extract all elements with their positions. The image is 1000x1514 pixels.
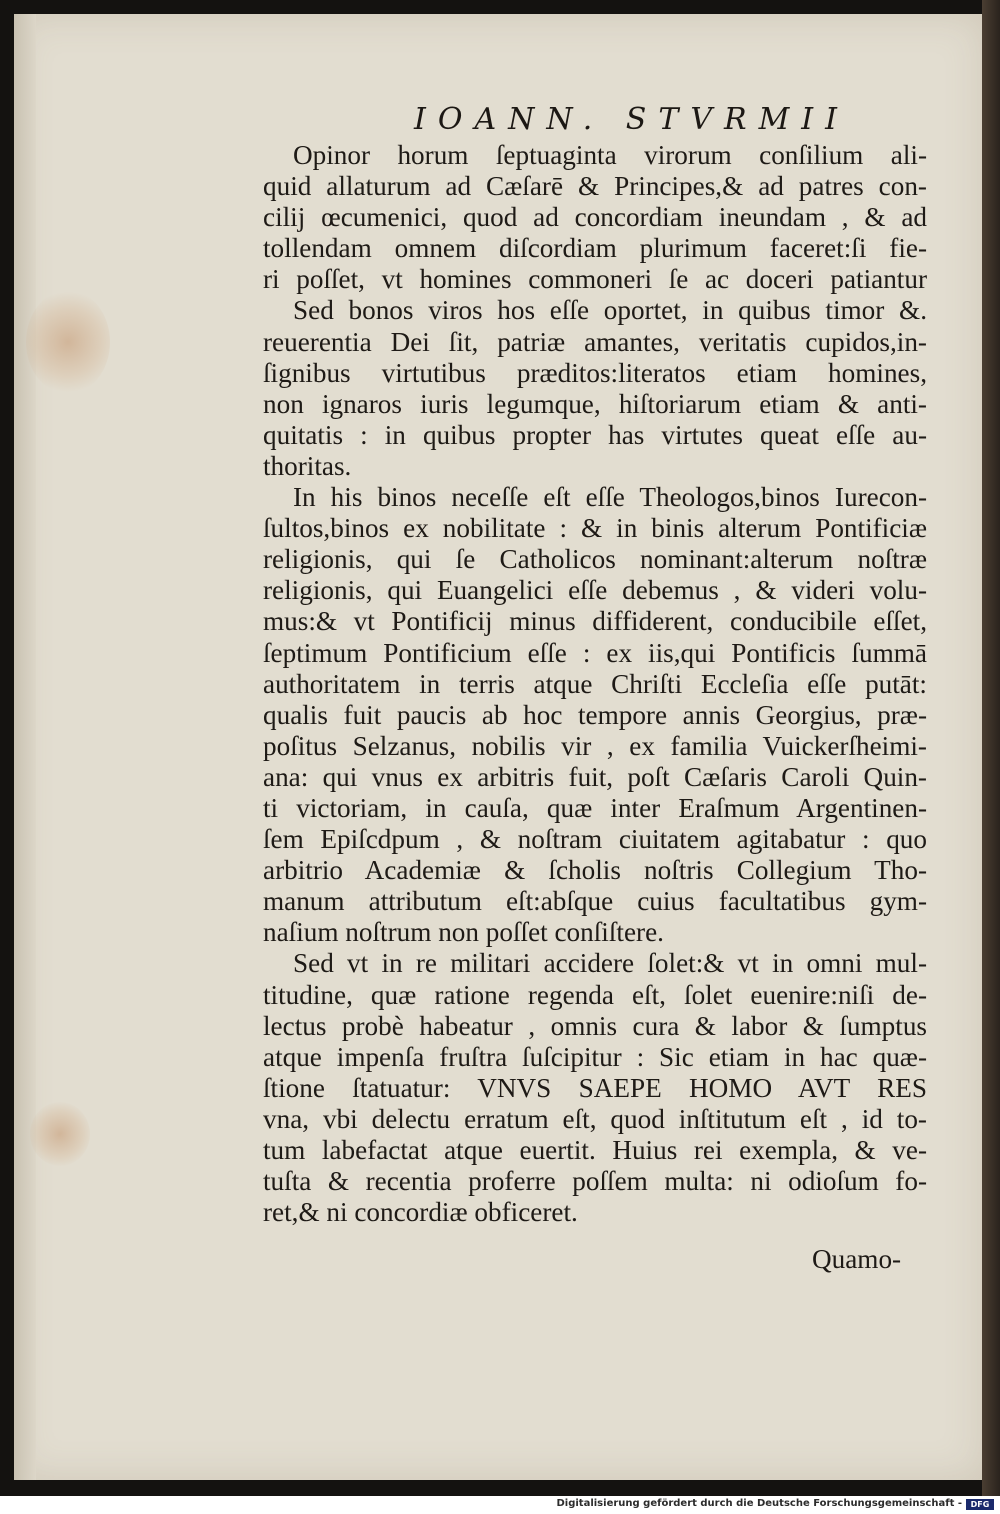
text-line: religionis, qui ſe Catholicos nominant:alterum noſtræ bbox=[263, 544, 927, 575]
text-line: reuerentia Dei ſit, patriæ amantes, veritatis cupidos,in- bbox=[263, 326, 927, 357]
running-head: IOANN. STVRMII bbox=[414, 102, 849, 137]
text-line: quitatis : in quibus propter has virtutes queat eſſe au- bbox=[263, 419, 927, 450]
text-line: naſium noſtrum non poſſet conſiſtere. bbox=[263, 917, 664, 948]
text-line: lectus probè habeatur , omnis cura & labor & ſumptus bbox=[263, 1010, 927, 1041]
foxing-stain bbox=[26, 290, 110, 394]
text-line: ana: qui vnus ex arbitris fuit, poſt Cæſaris Caroli Quin- bbox=[263, 761, 927, 792]
text-line: tollendam omnem diſcordiam plurimum faceret:ſi fie- bbox=[263, 233, 927, 264]
text-line: ſem Epiſcdpum , & noſtram ciuitatem agitabatur : quo bbox=[263, 824, 927, 855]
text-line: In his binos neceſſe eſt eſſe Theologos,binos Iurecon- bbox=[293, 482, 927, 513]
text-line: authoritatem in terris atque Chriſti Eccleſia eſſe putāt: bbox=[263, 668, 927, 699]
digitization-footer bbox=[0, 1496, 1000, 1514]
text-line: titudine, quæ ratione regenda eſt, ſolet euenire:niſi de- bbox=[263, 979, 927, 1010]
text-line: cilij œcumenici, quod ad concordiam ineundam , & ad bbox=[263, 202, 927, 233]
text-line: religionis, qui Euangelici eſſe debemus , & videri volu- bbox=[263, 575, 927, 606]
text-line: ti victoriam, in cauſa, quæ inter Eraſmum Argentinen- bbox=[263, 792, 927, 823]
text-line: Sed vt in re militari accidere ſolet:& vt in omni mul- bbox=[293, 948, 927, 979]
foxing-stain bbox=[30, 1102, 90, 1166]
text-line: thoritas. bbox=[263, 450, 352, 481]
funding-credit: Digitalisierung gefördert durch die Deutsche Forschungsgemeinschaft - bbox=[556, 1498, 962, 1509]
body-text bbox=[263, 140, 927, 1228]
text-line: ri poſſet, vt homines commoneri ſe ac doceri patiantur bbox=[263, 264, 927, 295]
text-line: mus:& vt Pontificij minus diffiderent, conducibile eſſet, bbox=[263, 606, 927, 637]
text-line: quid allaturum ad Cæſarē & Principes,& ad patres con- bbox=[263, 171, 927, 202]
text-line: ſignibus virtutibus præditos:literatos etiam homines, bbox=[263, 357, 927, 388]
catchword: Quamo- bbox=[812, 1244, 902, 1274]
text-line: qualis fuit paucis ab hoc tempore annis Georgius, præ- bbox=[263, 699, 927, 730]
text-line: tum labefactat atque euertit. Huius rei exempla, & ve- bbox=[263, 1135, 927, 1165]
text-line: poſitus Selzanus, nobilis vir , ex familia Vuickerſheimi- bbox=[263, 730, 927, 761]
text-line: arbitrio Academiæ & ſcholis noſtris Collegium Tho- bbox=[263, 855, 927, 886]
text-line: manum attributum eſt:abſque cuius facultatibus gym- bbox=[263, 886, 927, 917]
text-line: ret,& ni concordiæ obficeret. bbox=[263, 1197, 578, 1228]
text-line: non ignaros iuris legumque, hiſtoriarum etiam & anti- bbox=[263, 388, 927, 419]
page-gutter bbox=[14, 14, 36, 1480]
text-line: Opinor horum ſeptuaginta virorum conſilium ali- bbox=[293, 140, 927, 170]
text-line: atque impenſa fruſtra ſuſcipitur : Sic etiam in hac quæ- bbox=[263, 1041, 927, 1072]
text-line: ſtione ſtatuatur: VNVS SAEPE HOMO AVT RES bbox=[263, 1072, 927, 1103]
dfg-logo-icon: DFG bbox=[966, 1499, 994, 1510]
text-line: tuſta & recentia proferre poſſem multa: ni odioſum fo- bbox=[263, 1166, 927, 1197]
binding-edge bbox=[982, 0, 1000, 1496]
text-line: ſeptimum Pontificium eſſe : ex iis,qui Pontificis ſummā bbox=[263, 637, 927, 668]
text-line: Sed bonos viros hos eſſe oportet, in quibus timor &. bbox=[293, 295, 927, 326]
text-line: ſultos,binos ex nobilitate : & in binis alterum Pontificiæ bbox=[263, 513, 927, 544]
text-line: vna, vbi delectu erratum eſt, quod inſtitutum eſt , id to- bbox=[263, 1103, 927, 1134]
